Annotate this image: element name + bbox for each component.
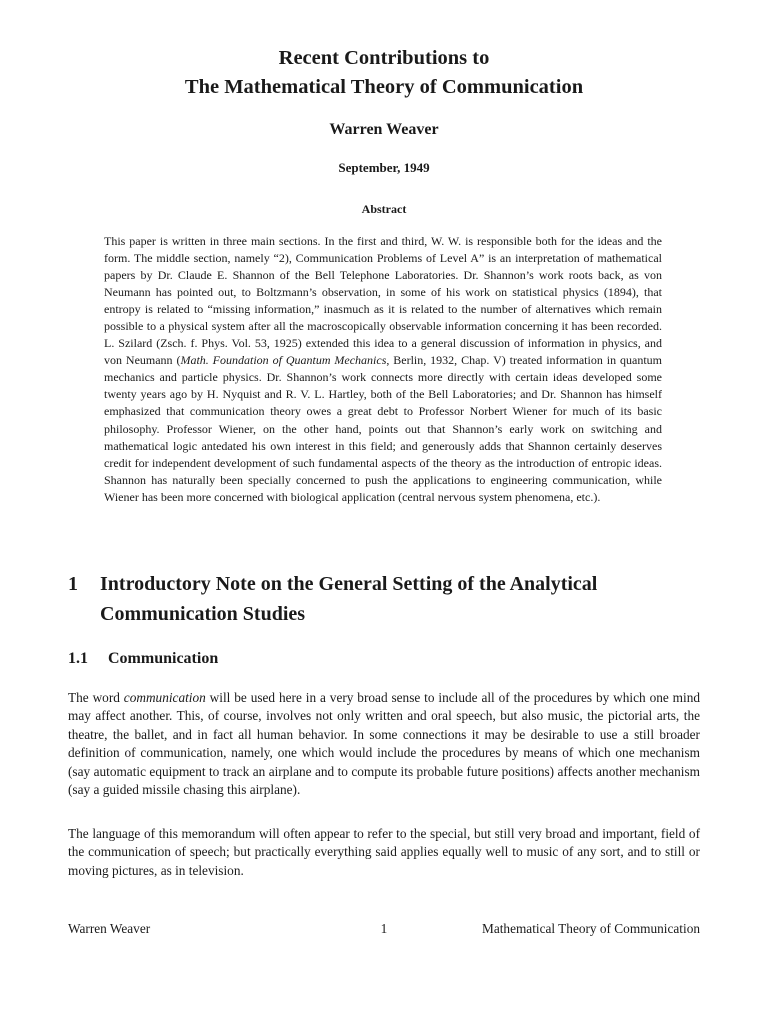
section-heading	[68, 570, 708, 629]
section-number: 1	[68, 573, 78, 595]
abstract-citation-title: Math. Foundation of Quantum Mechanics	[180, 353, 387, 368]
body-paragraph-1	[68, 689, 700, 799]
abstract-text-part-2: , Berlin, 1932, Chap. V) treated information in quantum mechanics and particle physics. Dr. Shannon’s work connects more directly with certain ideas developed some twenty years ago by H. Nyquist and R. V. L. Hartley, both of the Bell Laboratories; and Dr. Shannon has himself emphasized that communication theory owes a great debt to Professor Norbert Wiener for much of its basic philosophy. Professor Wiener, on the other hand, points out that Shannon’s early work on switching and mathematical logic antedated his own interest in this field; and generously adds that Shannon certainly deserves credit for independent development of such fundamental aspects of the theory as the introduction of entropic ideas. Shannon has naturally been specially concerned to push the applications to engineering communication, while Wiener has been more concerned with biological application (central nervous system phenomena, etc.).	[104, 353, 662, 504]
page-footer	[68, 921, 700, 941]
footer-author: Warren Weaver	[68, 921, 151, 936]
title-line-2: The Mathematical Theory of Communication	[184, 76, 584, 98]
subsection-number: 1.1	[68, 650, 88, 667]
abstract-text-part-1: This paper is written in three main sections. In the first and third, W. W. is responsible both for the ideas and the form. The middle section, namely “2), Communication Problems of Level A” is an interpretation of mathematical papers by Dr. Claude E. Shannon of the Bell Telephone Laboratories. Dr. Shannon’s work roots back, as von Neumann has pointed out, to Boltzmann’s observation, in some of his work on statistical physics (1894), that entropy is related to “missing information,” inasmuch as it is related to the number of alternatives which remain possible to a physical system after all the macroscopically observable information concerning it has been recorded. L. Szilard (Zsch. f. Phys. Vol. 53, 1925) extended this idea to a general discussion of information in physics, and von Neumann (	[104, 234, 662, 368]
footer-title: Mathematical Theory of Communication	[482, 921, 700, 936]
section-title: Introductory Note on the General Setting of the Analytical Communication Studies	[100, 573, 598, 625]
body-paragraph-2: The language of this memorandum will often appear to refer to the special, but still very broad and important, field of the communication of speech; but practically everything said applies equally well to music of any sort, and to still or moving pictures, as in television.	[68, 826, 700, 878]
subsection-heading	[68, 650, 218, 668]
abstract-body	[104, 233, 662, 506]
author-name: Warren Weaver	[329, 121, 439, 138]
paper-title	[0, 44, 768, 102]
paragraph-1-part-2: will be used here in a very broad sense to include all of the procedures by which one mind may affect another. This, of course, involves not only written and oral speech, but also music, the pictorial arts, the theatre, the ballet, and in fact all human behavior. In some connections it may be desirable to use a still broader definition of communication, namely, one which would include the procedures by means of which one mechanism (say automatic equipment to track an airplane and to compute its probable future positions) affects another mechanism (say a guided missile chasing this airplane).	[68, 690, 700, 798]
paragraph-1-emphasis: communication	[123, 690, 206, 705]
abstract-heading: Abstract	[361, 202, 407, 216]
page-number: 1	[380, 921, 388, 936]
paragraph-1-part-1: The word	[68, 690, 124, 705]
publication-date: September, 1949	[338, 160, 430, 175]
subsection-title: Communication	[108, 650, 219, 667]
title-line-1: Recent Contributions to	[278, 47, 490, 69]
